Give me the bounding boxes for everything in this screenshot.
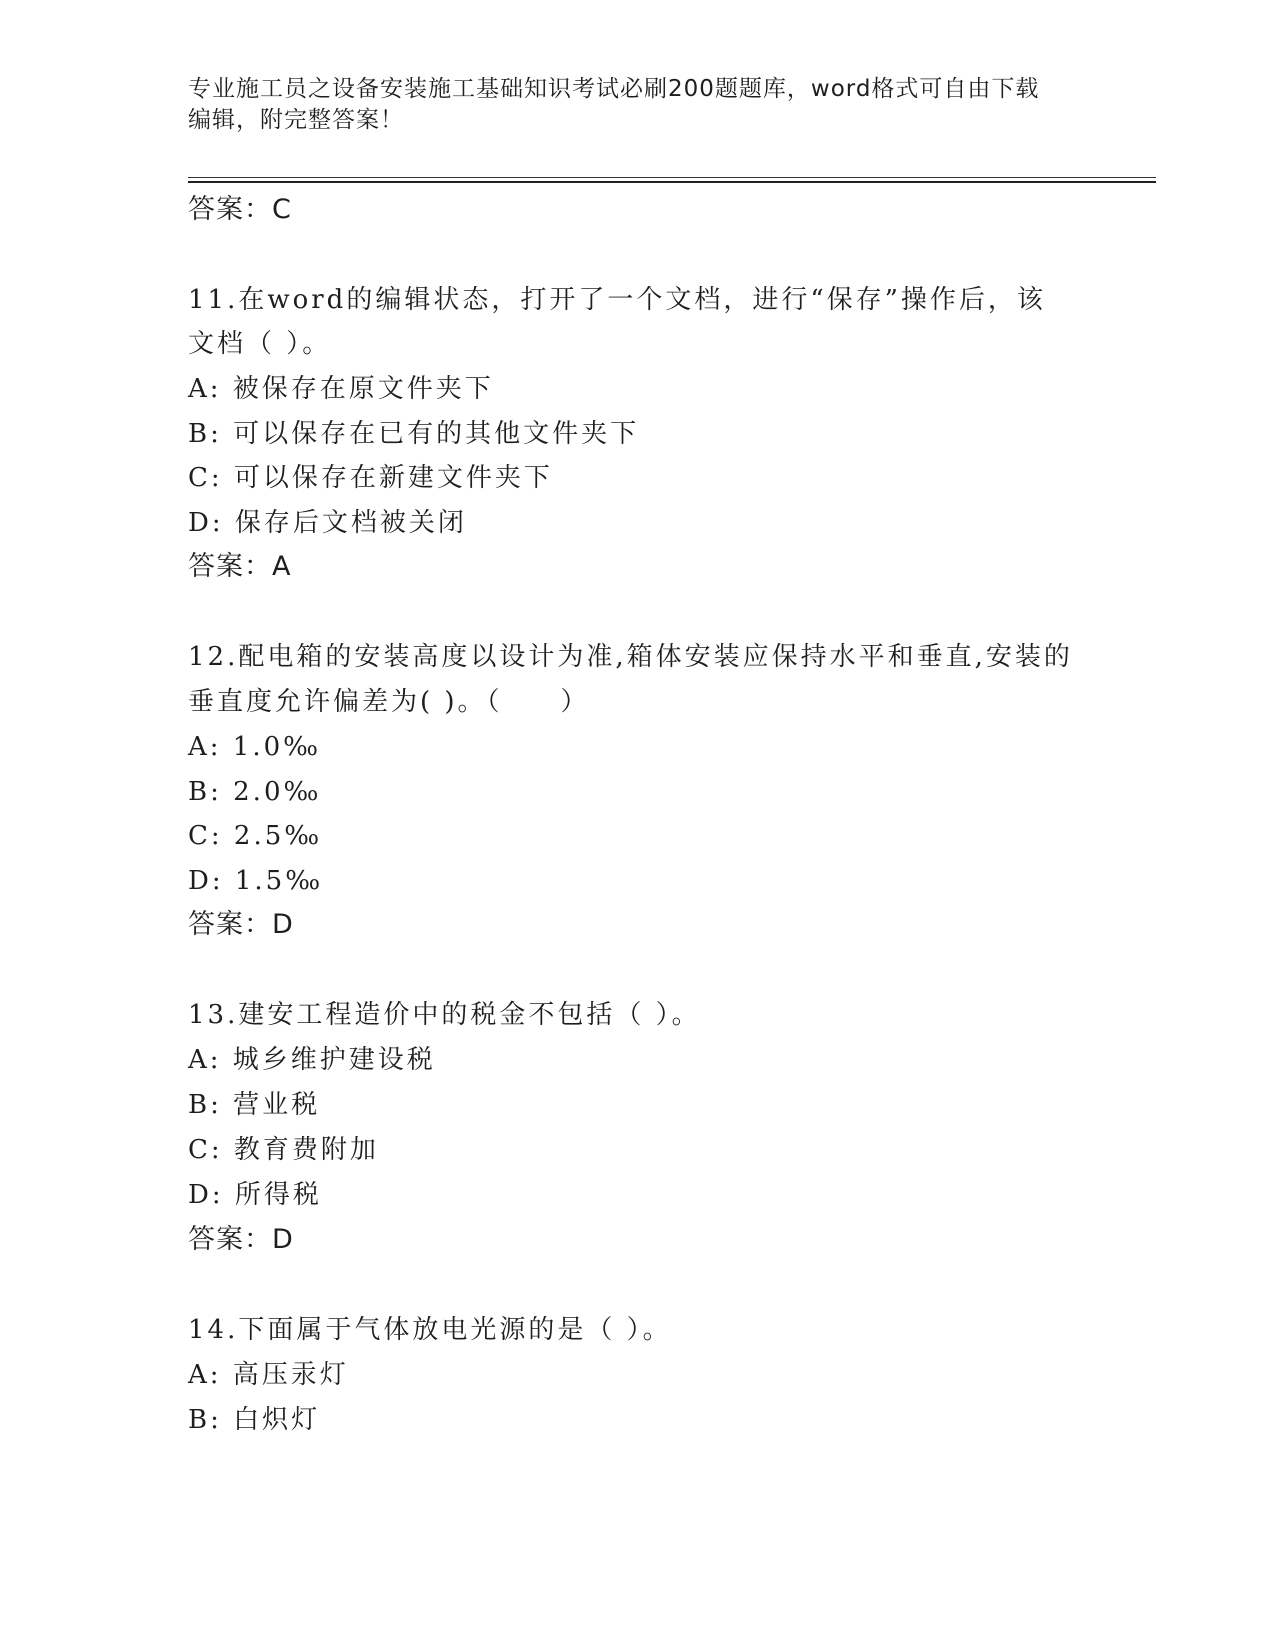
question-12-option-c: C: 2.5‰ [188, 821, 323, 851]
question-13-answer: 答案：D [188, 1224, 294, 1255]
question-13-option-a: A: 城乡维护建设税 [188, 1045, 436, 1075]
question-12-stem-line-1: 12.配电箱的安装高度以设计为准,箱体安装应保持水平和垂直,安装的 [188, 642, 1073, 672]
question-11-option-a: A: 被保存在原文件夹下 [188, 374, 494, 404]
question-12-option-b: B: 2.0‰ [188, 777, 322, 807]
question-14-stem: 14.下面属于气体放电光源的是（ ）。 [188, 1315, 672, 1345]
header-title-line-2: 编辑，附完整答案！ [188, 107, 404, 133]
question-13-option-c: C: 教育费附加 [188, 1135, 379, 1165]
question-13-option-d: D: 所得税 [188, 1180, 322, 1210]
question-14-option-b: B: 白炽灯 [188, 1405, 321, 1435]
header-title-line-1: 专业施工员之设备安装施工基础知识考试必刷200题题库，word格式可自由下载 [188, 76, 1040, 102]
question-12-option-d: D: 1.5‰ [188, 866, 324, 896]
header-divider-thick [188, 181, 1156, 183]
question-11-answer: 答案：A [188, 551, 292, 582]
question-11-option-d: D: 保存后文档被关闭 [188, 508, 467, 538]
question-11-stem-line-1: 11.在word的编辑状态，打开了一个文档，进行“保存”操作后，该 [188, 285, 1046, 315]
question-11-option-b: B: 可以保存在已有的其他文件夹下 [188, 419, 640, 449]
header-divider-thin [188, 177, 1156, 178]
question-13-stem: 13.建安工程造价中的税金不包括（ ）。 [188, 1000, 701, 1030]
previous-answer: 答案：C [188, 194, 292, 225]
question-13-option-b: B: 营业税 [188, 1090, 321, 1120]
question-11-stem-line-2: 文档（ ）。 [188, 329, 332, 359]
question-14-option-a: A: 高压汞灯 [188, 1360, 349, 1390]
question-11-option-c: C: 可以保存在新建文件夹下 [188, 463, 553, 493]
question-12-stem-line-2: 垂直度允许偏差为( )。（ ） [188, 687, 590, 717]
document-header [188, 74, 1088, 136]
question-12-answer: 答案：D [188, 909, 294, 940]
question-12-option-a: A: 1.0‰ [188, 732, 322, 762]
